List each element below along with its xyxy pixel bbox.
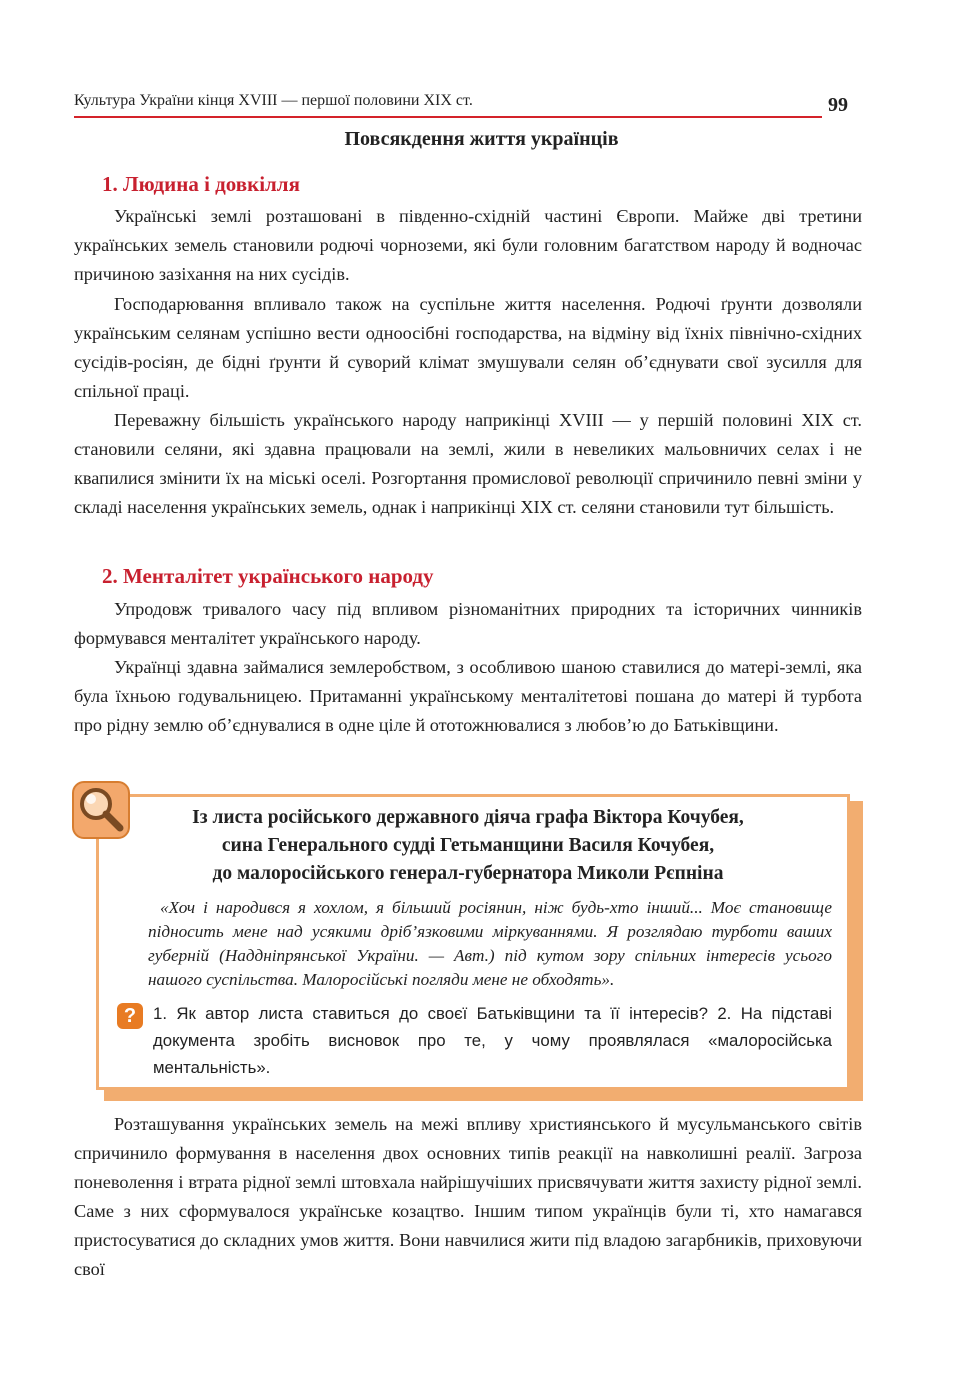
source-quote: «Хоч і народився я хохлом, я більший росіянин, ніж будь-хто інший... Моє становище підносить мене над усякими дріб’язковими міркуваннями. Я розглядаю турботи ваших губерній (Наддніпрянської України. — Авт.) під кутом зору спільних інтересів усього нашого суспільства. Малоросійські погляди мене не обходять». [148,898,832,989]
source-questions: 1. Як автор листа ставиться до своєї Батьківщини та її інтересів? 2. На підставі документа зробіть висновок про те, у чому проявлялася «малоросійська ментальність». [153,1004,832,1077]
running-header [74,90,822,118]
paragraph: Господарювання впливало також на суспільне життя населення. Родючі ґрунти дозволяли українським селянам успішно вести одноосібні господарства, на відміну від їхніх північно-східних сусідів-росіян, де бідні ґрунти й суворий клімат змушували селян об’єднувати свої зусилля для спільної праці. [74,294,862,401]
section-heading-2: 2. Менталітет українського народу [102,564,434,588]
question-icon: ? [117,1003,143,1029]
paragraph: Переважну більшість українського народу наприкінці XVIII — у першій половині XIX ст. становили селяни, які здавна працювали на землі, жили в невеликих мальовничих селах і не квапилися змінити їх на міські оселі. Розгортання промислової революції спричинило певні зміни у складі населення українських земель, однак і наприкінці XIX ст. селяни становили тут більшість. [74,410,862,517]
source-title-line: Із листа російського державного діяча графа Віктора Кочубея, [192,807,744,828]
paragraph: Українці здавна займалися землеробством, з особливою шаною ставилися до матері-землі, яка була їхньою годувальницею. Притаманні українському менталітетові пошана до матері й турбота про рідну землю об’єднувалися в одне ціле й ототожнювалися з любов’ю до Батьківщини. [74,657,862,735]
closing-paragraph: Розташування українських земель на межі впливу християнського й мусульманського світів спричинило формування в населення двох основних типів реакції на навколишні реалії. Загроза поневолення і втрата рідної землі штовхала найрішучіших присвячувати життя захисту рідної землі. Саме з них сформувалося українське козацтво. Іншим типом українців були ті, хто намагався пристосуватися до складних умов життя. Вони навчилися жити під владою загарбників, приховуючи свої [74,1114,862,1279]
section-heading-1: 1. Людина і довкілля [102,172,300,196]
source-title-line: сина Генерального судді Гетьманщини Василя Кочубея, [221,835,715,856]
source-title-line: до малоросійського генерал-губернатора Миколи Рєпніна [212,863,724,884]
running-title: Культура України кінця XVIII — першої половини XIX ст. [74,92,473,109]
page-number: 99 [828,94,848,116]
lesson-title: Повсякдення життя українців [344,128,619,150]
source-title [100,804,836,888]
paragraph: Упродовж тривалого часу під впливом різноманітних природних та історичних чинників формувався менталітет українського народу. [74,599,862,648]
paragraph: Українські землі розташовані в південно-східній частині Європи. Майже дві третини українських земель становили родючі чорноземи, які були головним багатством народу й водночас причиною зазіхання на них сусідів. [74,206,862,284]
